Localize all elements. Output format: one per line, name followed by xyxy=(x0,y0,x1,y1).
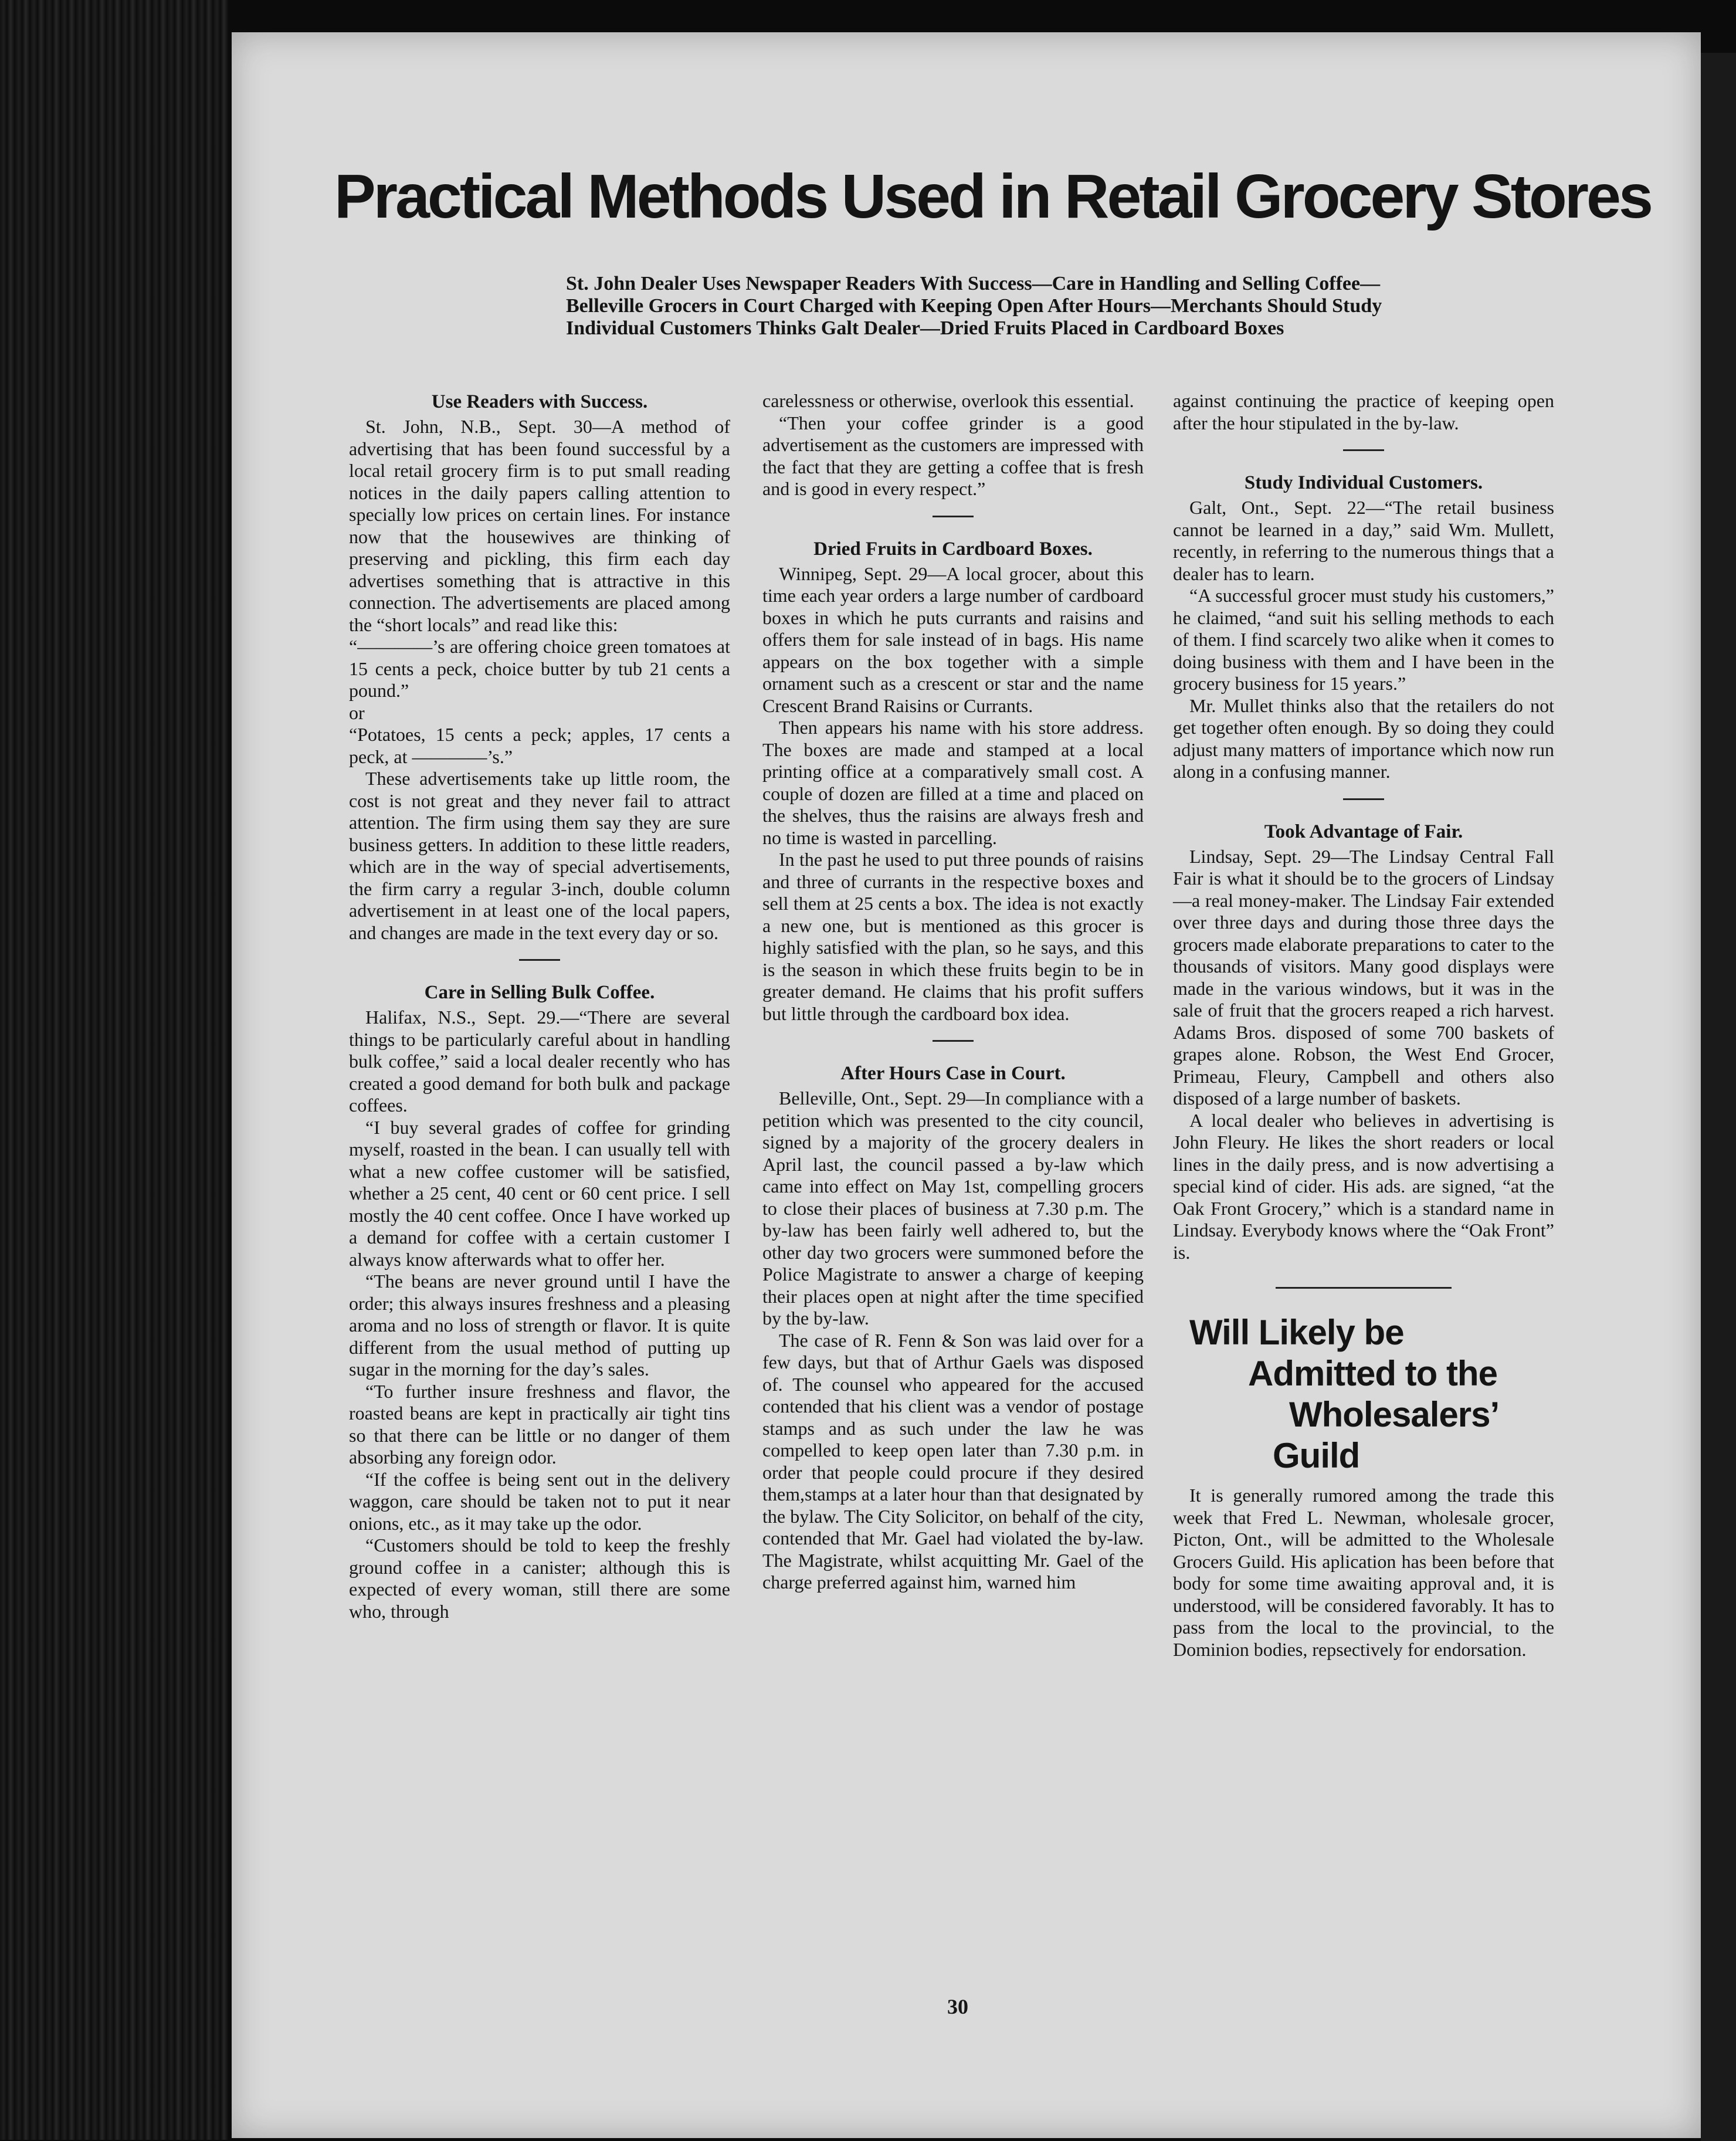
coffee-paragraph: Halifax, N.S., Sept. 29.—“There are several things to be particularly careful about in handling bulk coffee,” said a local dealer recently who has created a good demand for both bulk and package coffees. xyxy=(349,1007,730,1116)
section-divider xyxy=(519,959,560,961)
fruits-paragraph: In the past he used to put three pounds of raisins and three of currants in the respective boxes and sell them at 25 cents a box. The idea is not exactly a new one, but is mentioned as this grocer is highly satisfied with the plan, so he says, and this is the season in which these fruits begin to be in greater demand. He claims that his profit suffers but little through the cardboard box idea. xyxy=(762,849,1144,1024)
guild-headline xyxy=(1173,1312,1554,1476)
readers-ad-example: “————’s are offering choice green tomatoes at 15 cents a peck, choice butter by tub 21 cents a pound.” xyxy=(349,636,730,701)
heading-court: After Hours Case in Court. xyxy=(840,1063,1066,1084)
coffee-paragraph: “The beans are never ground until I have the order; this always insures freshness and a pleasing aroma and no loss of strength or flavor. It is quite different from the usual method of putting up sugar in the morning for the day’s sales. xyxy=(349,1271,730,1380)
guild-headline-line: Will Likely be xyxy=(1189,1313,1404,1352)
section-divider xyxy=(1276,1287,1452,1289)
coffee-paragraph: carelessness or otherwise, overlook this essential. xyxy=(762,390,1134,411)
court-paragraph: against continuing the practice of keeping open after the hour stipulated in the by-law. xyxy=(1173,390,1554,433)
fair-paragraph: Lindsay, Sept. 29—The Lindsay Central Fall Fair is what it should be to the grocers of Lindsay—a real money-maker. The Lindsay Fair extended over three days and during those three days the grocers made elaborate preparations to cater to the thousands of visitors. Many good displays were made in the various windows, but it was in the sale of fruit that the grocers reaped a rich harvest. Adams Bros. disposed of some 700 baskets of grapes alone. Robson, the West End Grocer, Primeau, Fleury, Campbell and others also disposed of a large number of baskets. xyxy=(1173,845,1554,1109)
magazine-page xyxy=(232,32,1701,2138)
readers-ad-example: “Potatoes, 15 cents a peck; apples, 17 cents a peck, at ————’s.” xyxy=(349,724,730,767)
right-margin xyxy=(1701,53,1736,2141)
customers-paragraph: Mr. Mullet thinks also that the retailers do not get together often enough. By so doing they could adjust many matters of importance which now run along in a confusing manner. xyxy=(1173,695,1554,782)
court-paragraph: Belleville, Ont., Sept. 29—In compliance with a petition which was presented to the city council, signed by a majority of the grocery dealers in April last, the council passed a by-law which came into effect on May 1st, compelling grocers to close their places of business at 7.30 p.m. The by-law has been fairly well adhered to, but the other day two grocers were summoned before the Police Magistrate to answer a charge of keeping their places open at night after the time specified by the by-law. xyxy=(762,1088,1144,1329)
article-deck: St. John Dealer Uses Newspaper Readers With Success—Care in Handling and Selling Coffee—Belleville Grocers in Court Charged with Keeping Open After Hours—Merchants Should Study Individual Customers Thinks Galt Dealer—Dried Fruits Placed in Cardboard Boxes xyxy=(566,273,1382,339)
heading-fair: Took Advantage of Fair. xyxy=(1264,821,1463,842)
coffee-paragraph: “Customers should be told to keep the freshly ground coffee in a canister; although this is expected of every woman, still there are some who, through xyxy=(349,1534,730,1622)
coffee-paragraph: “Then your coffee grinder is a good advertisement as the customers are impressed with the fact that they are getting a coffee that is fresh and is good in every respect.” xyxy=(762,412,1144,499)
readers-paragraph: St. John, N.B., Sept. 30—A method of advertising that has been found successful by a local retail grocery firm is to put small reading notices in the daily papers calling attention to specially low prices on certain lines. For instance now that the housewives are thinking of preserving and pickling, this firm each day advertises something that is attractive in this connection. The advertisements are placed among the “short locals” and read like this: xyxy=(349,416,730,635)
coffee-paragraph: “If the coffee is being sent out in the delivery waggon, care should be taken not to put it near onions, etc., as it may take up the odor. xyxy=(349,1468,730,1534)
section-divider xyxy=(1343,449,1384,451)
section-divider xyxy=(933,1040,974,1042)
coffee-paragraph: “I buy several grades of coffee for grinding myself, roasted in the bean. I can usually tell with what a new coffee customer will be satisfied, whether a 25 cent, 40 cent or 60 cent price. I sell mostly the 40 cent coffee. Once I have worked up a demand for coffee with a certain customer I always know afterwards what to offer her. xyxy=(349,1116,730,1270)
readers-paragraph: These advertisements take up little room, the cost is not great and they never fail to attract attention. The firm using them say they are sure business getters. In addition to these little readers, which are in the way of special advertisements, the firm carry a regular 3-inch, double column advertisement in at least one of the local papers, and changes are made in the text every day or so. xyxy=(349,768,730,943)
heading-customers: Study Individual Customers. xyxy=(1244,472,1483,493)
page-title: Practical Methods Used in Retail Grocery Stores xyxy=(334,162,1651,231)
fruits-paragraph: Then appears his name with his store address. The boxes are made and stamped at a local printing office at a comparatively small cost. A couple of dozen are filled at a time and placed on the shelves, thus the raisins are always fresh and no time is wasted in parcelling. xyxy=(762,717,1144,848)
section-divider xyxy=(1343,798,1384,800)
column-1 xyxy=(349,390,730,1622)
heading-fruits: Dried Fruits in Cardboard Boxes. xyxy=(813,538,1093,560)
guild-paragraph: It is generally rumored among the trade this week that Fred L. Newman, wholesale grocer, Picton, Ont., will be admitted to the Wholesale Grocers Guild. His aplication has been before that body for some time awaiting approval and, it is understood, will be considered favorably. It has to pass from the local to the provincial, to the Dominion bodies, repsectively for endorsation. xyxy=(1173,1485,1554,1660)
guild-headline-line: Wholesalers’ Guild xyxy=(1273,1395,1500,1475)
coffee-paragraph: “To further insure freshness and flavor, the roasted beans are kept in practically air tight tins so that there can be little or no danger of them absorbing any foreign odor. xyxy=(349,1380,730,1468)
guild-headline-line: Admitted to the xyxy=(1248,1354,1497,1393)
page-number: 30 xyxy=(947,1995,968,2018)
column-3 xyxy=(1173,390,1554,1661)
book-binding xyxy=(0,0,229,2140)
column-2 xyxy=(762,390,1144,1594)
readers-or: or xyxy=(349,702,365,723)
section-divider xyxy=(933,516,974,517)
heading-readers: Use Readers with Success. xyxy=(431,391,648,412)
customers-paragraph: “A successful grocer must study his customers,” he claimed, “and suit his selling methods to each of them. I find scarcely two alike when it comes to doing business with them and I have been in the grocery business for 15 years.” xyxy=(1173,585,1554,694)
heading-coffee: Care in Selling Bulk Coffee. xyxy=(424,982,655,1003)
customers-paragraph: Galt, Ont., Sept. 22—“The retail business cannot be learned in a day,” said Wm. Mullett, recently, in referring to the numerous things that a dealer has to learn. xyxy=(1173,497,1554,584)
court-paragraph: The case of R. Fenn & Son was laid over for a few days, but that of Arthur Gaels was disposed of. The counsel who appeared for the accused contended that his client was a vendor of postage stamps and as such under the law he was compelled to keep open later than 7.30 p.m. in order that people could procure if they desired them,stamps at a later hour than that designated by the bylaw. The City Solicitor, on behalf of the city, contended that Mr. Gael had violated the by-law. The Magistrate, whilst acquitting Mr. Gael of the charge preferred against him, warned him xyxy=(762,1329,1144,1593)
fair-paragraph: A local dealer who believes in advertising is John Fleury. He likes the short readers or local lines in the daily press, and is now advertising a special kind of cider. His ads. are signed, “at the Oak Front Grocery,” which is a standard name in Lindsay. Everybody knows where the “Oak Front” is. xyxy=(1173,1109,1554,1263)
fruits-paragraph: Winnipeg, Sept. 29—A local grocer, about this time each year orders a large number of cardboard boxes in which he puts currants and raisins and offers them for sale instead of in bags. His name appears on the box together with a simple ornament such as a crescent or star and the name Crescent Brand Raisins or Currants. xyxy=(762,563,1144,716)
